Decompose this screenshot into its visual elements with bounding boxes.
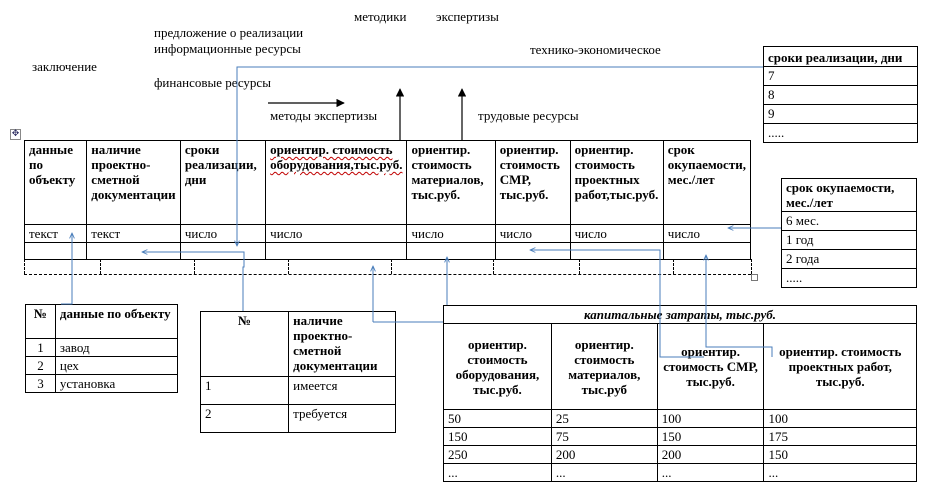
doc-value[interactable]: требуется xyxy=(289,405,396,433)
okup-header: срок окупаемости, мес./лет xyxy=(782,179,917,212)
header-oborudovanie: ориентир. стоимость оборудования,тыс.руб. xyxy=(266,141,407,225)
header-dannye: данные по объекту xyxy=(25,141,87,225)
capex-cell[interactable]: ... xyxy=(657,464,764,482)
sroki-row[interactable]: 7 xyxy=(764,67,918,86)
okup-row[interactable]: 1 год xyxy=(782,231,917,250)
type-cell[interactable]: число xyxy=(266,225,407,243)
type-cell[interactable]: текст xyxy=(25,225,87,243)
label-info-resursy: информационные ресурсы xyxy=(154,41,301,56)
object-value[interactable]: цех xyxy=(55,357,177,375)
okup-row[interactable]: 2 года xyxy=(782,250,917,269)
capex-header-materialy: ориентир. стоимость материалов, тыс.руб xyxy=(551,324,657,410)
label-metody: методы экспертизы xyxy=(270,108,378,123)
capex-header-oborudovanie: ориентир. стоимость оборудования, тыс.руб. xyxy=(444,324,552,410)
capex-header-smr: ориентир. стоимость СМР, тыс.руб. xyxy=(657,324,764,410)
capex-cell[interactable]: 150 xyxy=(444,428,552,446)
object-value[interactable]: установка xyxy=(55,375,177,393)
capex-cell[interactable]: 100 xyxy=(764,410,917,428)
header-okupaemost: срок окупаемости, мес./лет xyxy=(663,141,750,225)
header-smr: ориентир. стоимость СМР, тыс.руб. xyxy=(495,141,570,225)
capex-cell[interactable]: ... xyxy=(764,464,917,482)
object-num: 2 xyxy=(26,357,56,375)
connector-doc xyxy=(142,252,244,311)
doc-header-nalichie: наличие проектно-сметной документации xyxy=(289,312,396,377)
okup-row[interactable]: ..... xyxy=(782,269,917,288)
sroki-row[interactable]: 8 xyxy=(764,86,918,105)
label-finansovye: финансовые ресурсы xyxy=(154,75,271,90)
header-sroki: сроки реализации, дни xyxy=(180,141,265,225)
label-metodiki: методики xyxy=(354,9,407,24)
header-nalichie: наличие проектно-сметной документации xyxy=(87,141,181,225)
type-cell[interactable]: число xyxy=(180,225,265,243)
sroki-row[interactable]: 9 xyxy=(764,105,918,124)
capex-cell[interactable]: 100 xyxy=(657,410,764,428)
capex-cell[interactable]: 175 xyxy=(764,428,917,446)
connector-proektnye xyxy=(706,255,772,357)
capex-cell[interactable]: 150 xyxy=(657,428,764,446)
doc-num: 2 xyxy=(201,405,289,433)
label-predlozhenie: предложение о реализации xyxy=(154,25,304,40)
object-num: 3 xyxy=(26,375,56,393)
header-proektnye: ориентир. стоимость проектных работ,тыс.руб. xyxy=(570,141,663,225)
capex-cell[interactable]: 250 xyxy=(444,446,552,464)
capex-cell[interactable]: 150 xyxy=(764,446,917,464)
type-cell[interactable]: текст xyxy=(87,225,181,243)
capex-title: капитальные затраты, тыс.руб. xyxy=(444,306,917,324)
type-cell[interactable]: число xyxy=(663,225,750,243)
label-zaklyuchenie: заключение xyxy=(32,59,97,74)
capex-cell[interactable]: 200 xyxy=(657,446,764,464)
connector-sroki xyxy=(237,67,763,246)
type-cell[interactable]: число xyxy=(407,225,495,243)
connector-smr xyxy=(530,250,704,357)
label-trudovye: трудовые ресурсы xyxy=(478,108,579,123)
object-header-data: данные по объекту xyxy=(55,305,177,339)
capex-cell[interactable]: ... xyxy=(444,464,552,482)
capex-header-proektnye: ориентир. стоимость проектных работ, тыс.руб. xyxy=(764,324,917,410)
sroki-header: сроки реализации, дни xyxy=(764,47,918,67)
object-num: 1 xyxy=(26,339,56,357)
capex-cell[interactable]: 25 xyxy=(551,410,657,428)
label-tekhniko: технико-экономическое xyxy=(530,42,661,57)
table-move-handle-icon[interactable]: ✥ xyxy=(11,129,20,139)
type-cell[interactable]: число xyxy=(495,225,570,243)
label-ekspertizy: экспертизы xyxy=(436,9,499,24)
capex-cell[interactable]: 50 xyxy=(444,410,552,428)
sroki-row[interactable]: ..... xyxy=(764,124,918,143)
object-value[interactable]: завод xyxy=(55,339,177,357)
capex-cell[interactable]: 75 xyxy=(551,428,657,446)
capex-cell[interactable]: 200 xyxy=(551,446,657,464)
okup-row[interactable]: 6 мес. xyxy=(782,212,917,231)
doc-num: 1 xyxy=(201,377,289,405)
header-materialy: ориентир. стоимость материалов, тыс.руб. xyxy=(407,141,495,225)
capex-cell[interactable]: ... xyxy=(551,464,657,482)
type-cell[interactable]: число xyxy=(570,225,663,243)
connector-object xyxy=(61,233,72,304)
object-header-num: № xyxy=(26,305,56,339)
doc-header-num: № xyxy=(201,312,289,377)
doc-value[interactable]: имеется xyxy=(289,377,396,405)
